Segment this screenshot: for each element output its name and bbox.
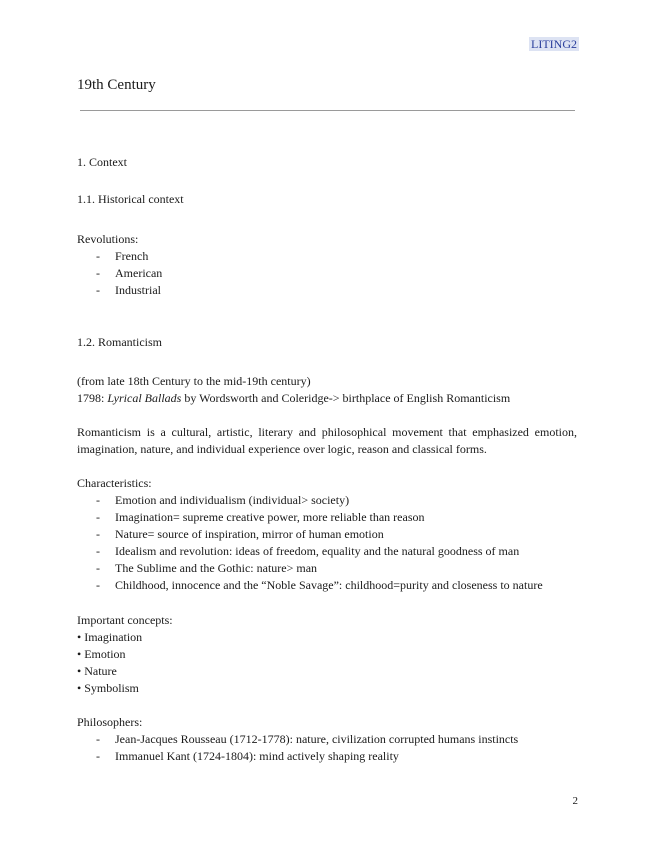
- list-item: - Childhood, innocence and the “Noble Savage”: childhood=purity and closeness to nature: [77, 577, 543, 594]
- concepts-list: [77, 629, 173, 697]
- list-item: - Nature= source of inspiration, mirror of human emotion: [77, 526, 543, 543]
- year-prefix: 1798:: [77, 391, 108, 405]
- characteristics-label: Characteristics:: [77, 476, 152, 490]
- list-item: - Immanuel Kant (1724-1804): mind actively shaping reality: [77, 748, 518, 765]
- list-item: • Nature: [77, 664, 117, 678]
- document-title: 19th Century: [77, 77, 156, 93]
- revolutions-list: [77, 248, 162, 299]
- list-item: - The Sublime and the Gothic: nature> man: [77, 560, 543, 577]
- list-item: - Imagination= supreme creative power, more reliable than reason: [77, 509, 543, 526]
- section-heading-historical-context: 1.1. Historical context: [77, 192, 184, 206]
- romanticism-definition: Romanticism is a cultural, artistic, literary and philosophical movement that emphasized emotion, imagination, nature, and individual experience over logic, reason and classical forms.: [77, 425, 577, 456]
- philosophers-label: Philosophers:: [77, 715, 143, 729]
- philosophers-list: [77, 731, 518, 765]
- work-title: Lyrical Ballads: [107, 391, 182, 405]
- list-item: - French: [77, 248, 162, 265]
- list-item: - Industrial: [77, 282, 162, 299]
- revolutions-block: [77, 231, 162, 299]
- revolutions-label: Revolutions:: [77, 232, 139, 246]
- header-tag: LITING2: [531, 37, 577, 51]
- list-item: - Jean-Jacques Rousseau (1712-1778): nature, civilization corrupted humans instincts: [77, 731, 518, 748]
- concepts-block: [77, 612, 173, 697]
- concepts-label: Important concepts:: [77, 613, 173, 627]
- romanticism-intro: [77, 373, 510, 407]
- page-number: 2: [572, 795, 578, 807]
- year-suffix: by Wordsworth and Coleridge-> birthplace of English Romanticism: [181, 391, 511, 405]
- period-line: (from late 18th Century to the mid-19th century): [77, 374, 311, 388]
- list-item: - American: [77, 265, 162, 282]
- list-item: - Idealism and revolution: ideas of freedom, equality and the natural goodness of man: [77, 543, 543, 560]
- list-item: • Imagination: [77, 630, 143, 644]
- section-heading-context: 1. Context: [77, 155, 127, 169]
- philosophers-block: [77, 714, 518, 765]
- characteristics-block: [77, 475, 543, 594]
- characteristics-list: [77, 492, 543, 594]
- list-item: • Symbolism: [77, 681, 139, 695]
- list-item: - Emotion and individualism (individual> society): [77, 492, 543, 509]
- list-item: • Emotion: [77, 647, 126, 661]
- birthplace-line: [77, 390, 510, 407]
- section-heading-romanticism: 1.2. Romanticism: [77, 335, 162, 349]
- title-divider: [80, 110, 575, 111]
